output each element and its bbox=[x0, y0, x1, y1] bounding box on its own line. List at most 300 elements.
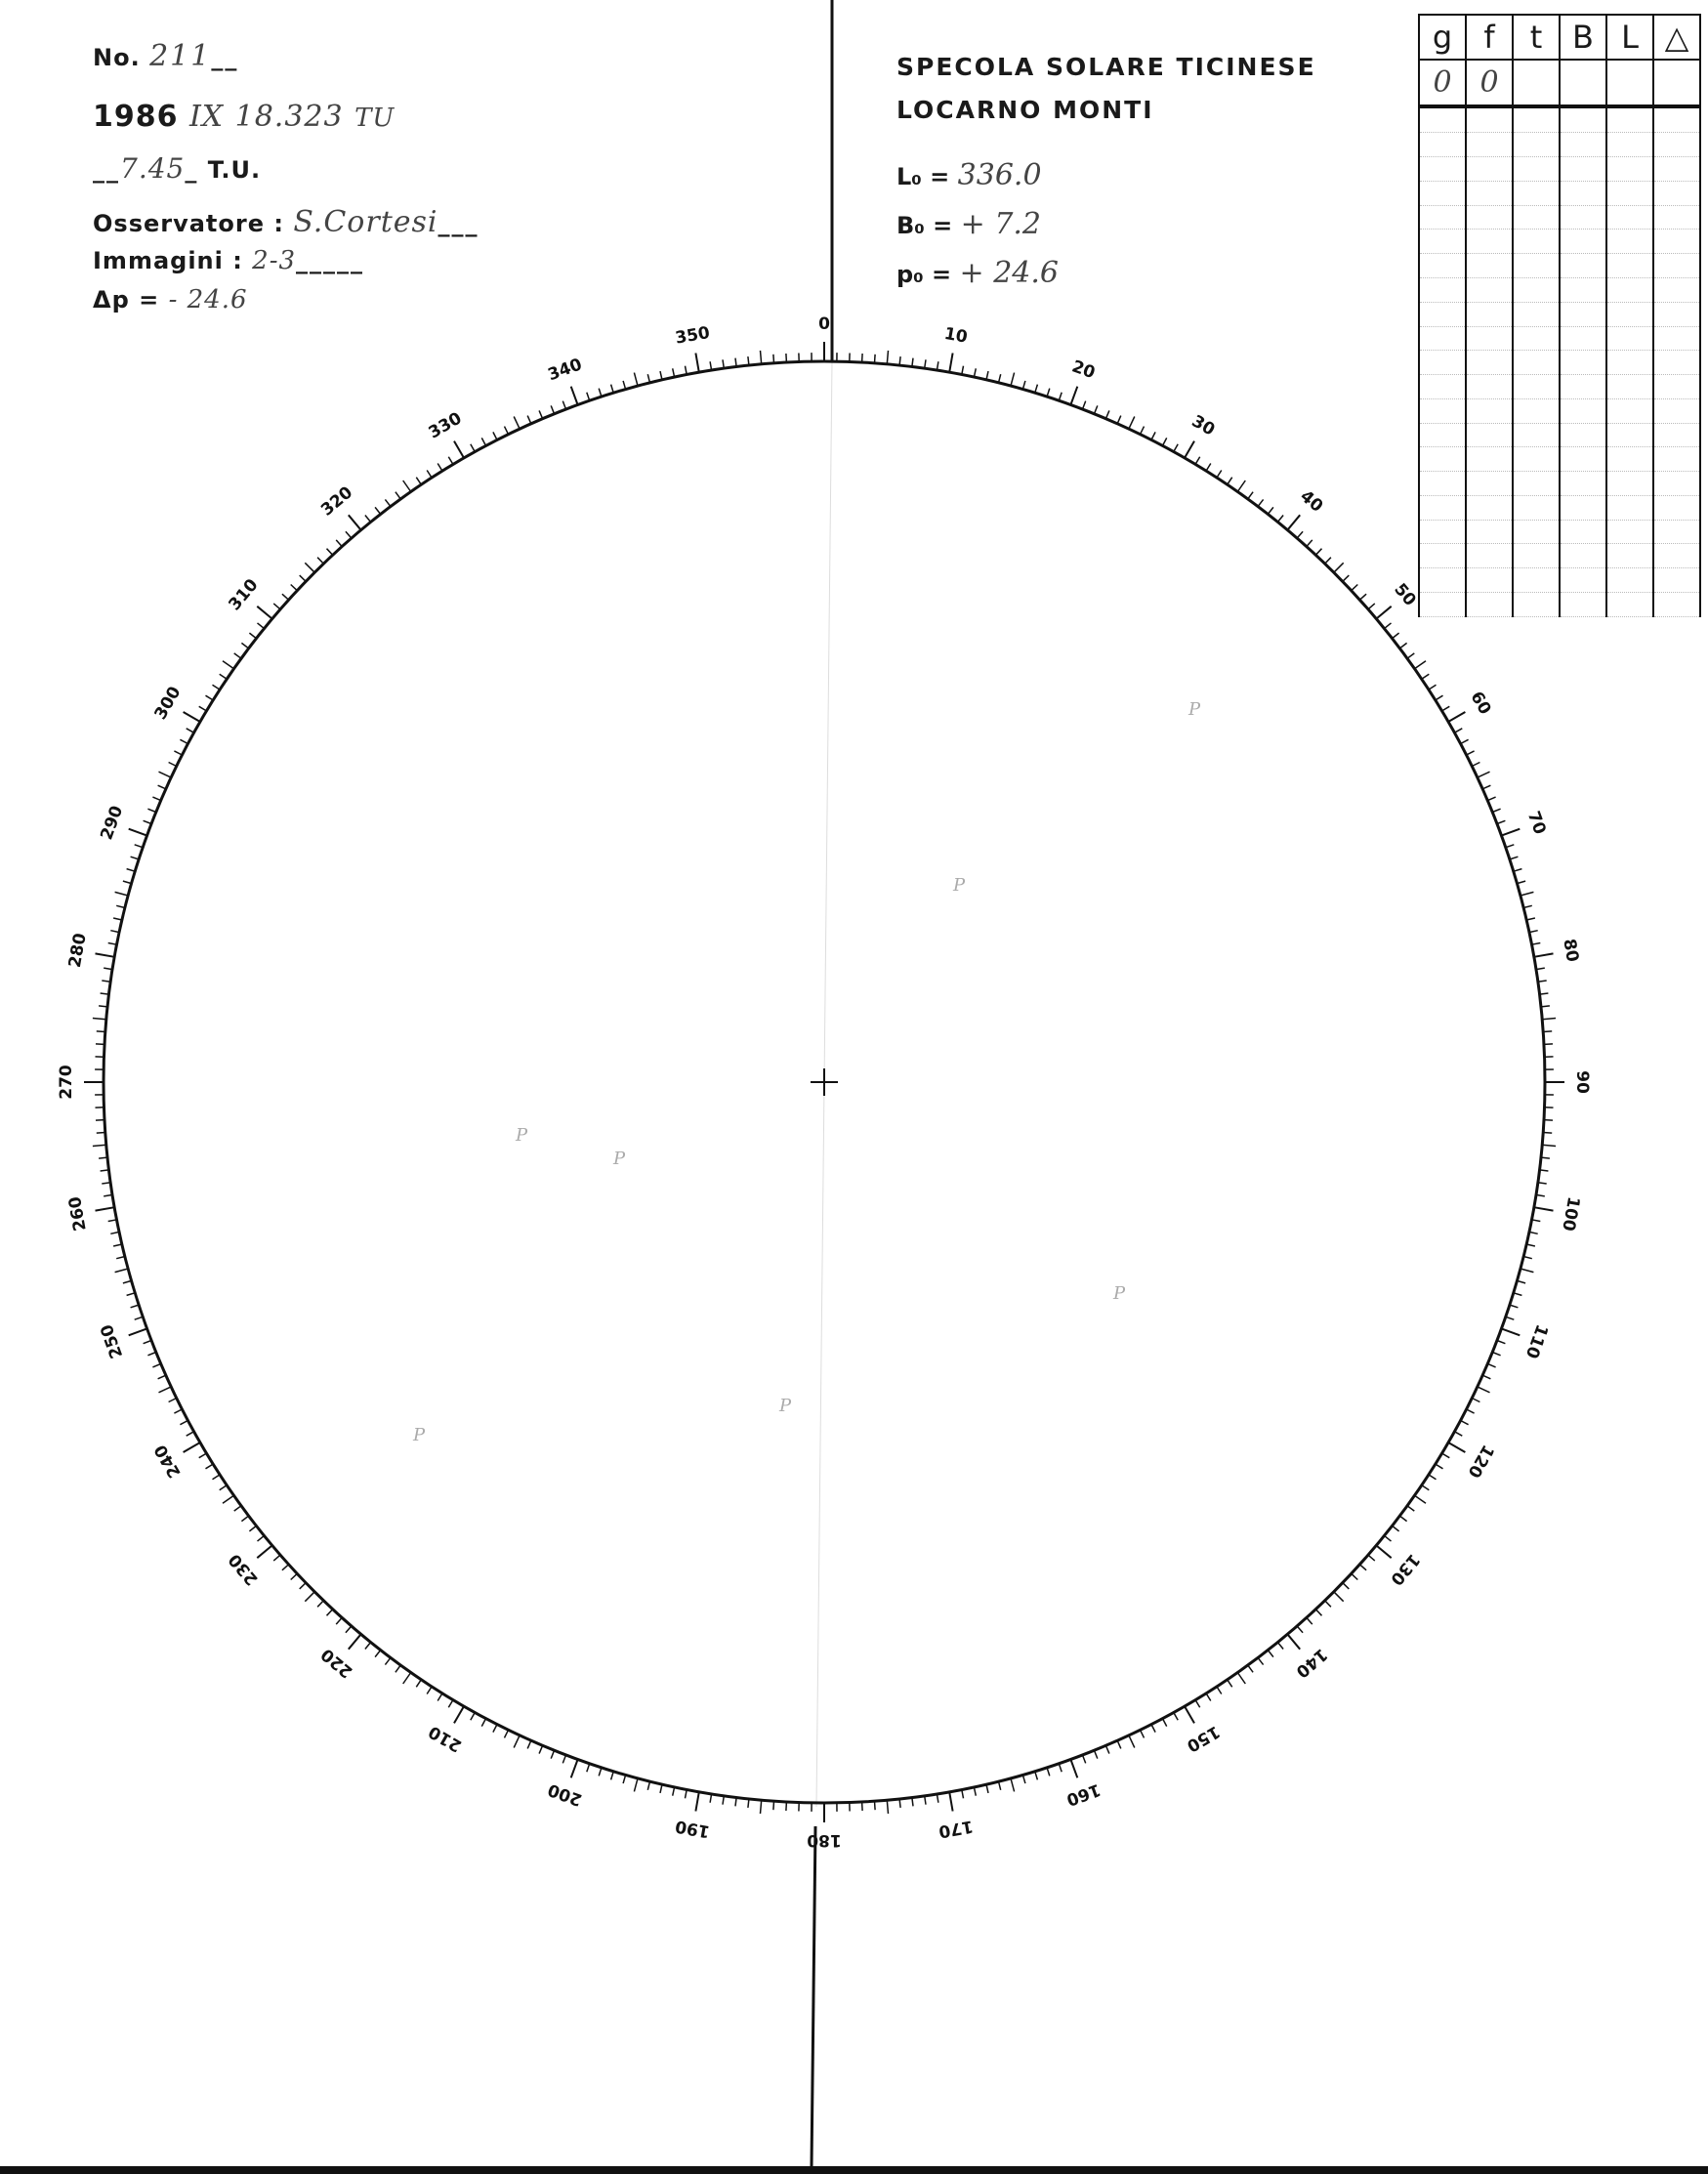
scale-tick bbox=[135, 1317, 144, 1319]
scale-tick bbox=[1497, 820, 1505, 823]
scale-label: 310 bbox=[225, 575, 263, 615]
scale-tick bbox=[1544, 1044, 1553, 1045]
scale-tick bbox=[1352, 1573, 1358, 1579]
scale-tick bbox=[437, 464, 442, 472]
scale-tick bbox=[761, 1800, 762, 1814]
scale-tick bbox=[695, 1792, 698, 1812]
scale-tick bbox=[1163, 1719, 1167, 1727]
scale-tick bbox=[1022, 381, 1025, 390]
scale-tick bbox=[962, 1789, 964, 1798]
scale-tick bbox=[493, 432, 497, 439]
scale-tick bbox=[1542, 1145, 1556, 1146]
scale-tick bbox=[93, 1145, 106, 1146]
scale-tick bbox=[187, 729, 194, 732]
scale-tick bbox=[647, 1781, 649, 1790]
scale-tick bbox=[1442, 706, 1450, 711]
scale-tick bbox=[599, 389, 602, 397]
scale-label: 130 bbox=[1386, 1549, 1424, 1589]
scale-tick bbox=[184, 712, 200, 722]
images-label: Immagini : bbox=[93, 247, 243, 274]
scale-tick bbox=[1195, 1700, 1200, 1708]
scale-tick bbox=[1070, 387, 1077, 405]
scale-label: 180 bbox=[807, 1830, 842, 1850]
scale-tick bbox=[493, 1725, 497, 1733]
scale-tick bbox=[1151, 432, 1155, 439]
scale-tick bbox=[327, 1610, 333, 1616]
scale-label: 100 bbox=[1558, 1194, 1584, 1233]
scale-tick bbox=[1287, 1634, 1300, 1649]
images: Immagini : 2-3_____ bbox=[93, 246, 365, 275]
scale-tick bbox=[1248, 1665, 1253, 1672]
scale-tick bbox=[1510, 857, 1519, 859]
scale-tick bbox=[1105, 410, 1109, 418]
scale-tick bbox=[305, 1592, 314, 1602]
scale-tick bbox=[234, 1506, 241, 1511]
scale-tick bbox=[365, 1643, 371, 1650]
scale-tick bbox=[1455, 729, 1463, 732]
scale-tick bbox=[135, 845, 144, 848]
scale-tick bbox=[974, 1787, 976, 1796]
scale-label: 0 bbox=[818, 314, 830, 334]
scale-tick bbox=[96, 1044, 104, 1045]
scale-tick bbox=[1506, 1317, 1515, 1319]
scale-label: 120 bbox=[1463, 1441, 1498, 1482]
scale-tick bbox=[1529, 1232, 1538, 1233]
scale-tick bbox=[1502, 1328, 1521, 1335]
scale-tick bbox=[887, 351, 888, 364]
scale-tick bbox=[999, 1781, 1001, 1790]
scale-tick bbox=[1492, 809, 1500, 812]
scale-tick bbox=[1542, 1019, 1556, 1020]
scale-tick bbox=[1393, 1526, 1399, 1531]
scale-tick bbox=[599, 1768, 602, 1777]
scale-tick bbox=[116, 905, 125, 907]
scale-label: 270 bbox=[57, 1065, 76, 1100]
scale-tick bbox=[1117, 1740, 1121, 1748]
record-number: No. 211__ bbox=[93, 39, 239, 73]
scale-tick bbox=[1325, 1601, 1331, 1607]
scale-tick bbox=[1287, 515, 1300, 529]
scale-tick bbox=[587, 393, 590, 401]
scale-tick bbox=[1297, 531, 1303, 538]
scale-tick bbox=[1510, 1305, 1519, 1308]
scale-tick bbox=[1368, 604, 1375, 609]
scale-tick bbox=[1174, 1713, 1178, 1721]
scale-label: 140 bbox=[1291, 1644, 1331, 1682]
pencil-mark: P bbox=[1188, 699, 1201, 720]
scale-tick bbox=[317, 558, 323, 564]
scale-tick bbox=[375, 507, 381, 514]
cell-f: 0 bbox=[1466, 60, 1513, 106]
date-day: 18.323 bbox=[234, 100, 344, 134]
scale-label: 50 bbox=[1390, 579, 1420, 610]
scale-tick bbox=[213, 685, 221, 690]
scale-tick bbox=[1334, 563, 1344, 572]
scale-tick bbox=[180, 1421, 187, 1425]
scale-tick bbox=[454, 1706, 464, 1723]
scale-tick bbox=[258, 623, 265, 629]
scale-tick bbox=[1455, 1432, 1463, 1436]
scale-tick bbox=[403, 1673, 411, 1685]
scale-tick bbox=[1472, 1399, 1479, 1402]
scale-label: 70 bbox=[1522, 809, 1550, 838]
scale-label: 330 bbox=[425, 408, 466, 443]
scale-tick bbox=[1541, 1157, 1550, 1158]
scale-tick bbox=[1217, 471, 1222, 479]
scale-tick bbox=[786, 354, 787, 362]
scale-tick bbox=[1129, 1735, 1135, 1748]
scale-tick bbox=[1343, 575, 1349, 581]
scale-tick bbox=[223, 661, 234, 669]
scale-tick bbox=[686, 1789, 687, 1798]
scale-tick bbox=[1472, 763, 1479, 767]
scale-tick bbox=[131, 1305, 140, 1308]
scale-tick bbox=[282, 594, 289, 600]
scale-tick bbox=[199, 706, 207, 711]
scale-tick bbox=[241, 643, 248, 648]
scale-tick bbox=[273, 1555, 280, 1561]
scale-tick bbox=[634, 1778, 638, 1792]
scale-tick bbox=[1195, 457, 1200, 465]
scale-tick bbox=[99, 1157, 107, 1158]
scale-tick bbox=[1059, 1764, 1062, 1773]
scale-tick bbox=[349, 515, 361, 529]
scale-label: 190 bbox=[673, 1816, 712, 1842]
param-B0-label: B₀ = bbox=[896, 212, 953, 239]
scale-tick bbox=[385, 1657, 391, 1664]
observer: Osservatore : S.Cortesi___ bbox=[93, 205, 479, 239]
scale-tick bbox=[1534, 953, 1554, 956]
scale-label: 80 bbox=[1559, 937, 1583, 964]
scale-tick bbox=[1228, 478, 1232, 485]
scale-tick bbox=[1543, 1031, 1552, 1032]
pencil-mark: P bbox=[953, 875, 966, 896]
scale-tick bbox=[761, 351, 762, 364]
scale-tick bbox=[96, 1207, 115, 1210]
center-cross bbox=[811, 1068, 838, 1096]
scale-tick bbox=[1185, 1706, 1194, 1723]
pencil-mark: P bbox=[779, 1396, 792, 1416]
scale-tick bbox=[1105, 1745, 1109, 1753]
scale-tick bbox=[1541, 1006, 1550, 1007]
col-g: g bbox=[1419, 15, 1466, 60]
scale-tick bbox=[249, 1526, 256, 1531]
scale-tick bbox=[1376, 606, 1391, 619]
scale-tick bbox=[1258, 1657, 1264, 1664]
images-value: 2-3 bbox=[252, 246, 297, 275]
scale-tick bbox=[1083, 401, 1086, 409]
scale-tick bbox=[206, 695, 214, 700]
scale-tick bbox=[1315, 549, 1321, 556]
scale-tick bbox=[385, 499, 391, 506]
scale-tick bbox=[108, 1220, 117, 1222]
scale-tick bbox=[1487, 797, 1495, 801]
scale-tick bbox=[327, 549, 333, 556]
scale-label: 10 bbox=[942, 323, 970, 348]
observer-value: S.Cortesi bbox=[293, 205, 438, 239]
scale-tick bbox=[1529, 931, 1538, 933]
scale-tick bbox=[1385, 623, 1392, 629]
scale-tick bbox=[1497, 1341, 1505, 1344]
scale-tick bbox=[116, 1257, 125, 1259]
scale-tick bbox=[1206, 464, 1211, 472]
scale-label: 200 bbox=[545, 1778, 585, 1810]
scale-tick bbox=[673, 368, 675, 377]
scale-tick bbox=[1415, 1495, 1427, 1503]
scale-tick bbox=[159, 772, 172, 777]
scale-tick bbox=[454, 441, 464, 458]
scale-label: 40 bbox=[1296, 486, 1327, 517]
scale-tick bbox=[1407, 1506, 1414, 1511]
date-month: IX bbox=[188, 100, 225, 134]
scale-tick bbox=[1047, 1768, 1050, 1777]
scale-tick bbox=[282, 1565, 289, 1570]
scale-tick bbox=[660, 1784, 662, 1793]
scale-tick bbox=[169, 1399, 177, 1402]
scale-tick bbox=[1385, 1535, 1392, 1541]
scale-tick bbox=[1095, 1750, 1098, 1758]
scale-tick bbox=[206, 1464, 214, 1469]
scale-tick bbox=[152, 1363, 160, 1367]
scale-tick bbox=[396, 1665, 400, 1672]
scale-tick bbox=[241, 1516, 248, 1522]
scale-tick bbox=[514, 1735, 520, 1748]
scale-tick bbox=[1163, 438, 1167, 445]
scale-tick bbox=[300, 1583, 306, 1589]
scale-tick bbox=[1334, 1592, 1344, 1602]
scale-label: 290 bbox=[97, 803, 128, 843]
scale-tick bbox=[257, 606, 271, 619]
scale-tick bbox=[1035, 1772, 1038, 1780]
scale-label: 60 bbox=[1466, 688, 1495, 719]
scale-tick bbox=[1448, 712, 1465, 722]
scale-tick bbox=[773, 1801, 774, 1810]
scale-tick bbox=[1482, 1375, 1490, 1379]
scale-tick bbox=[180, 739, 187, 743]
scale-tick bbox=[1514, 869, 1522, 872]
scale-tick bbox=[291, 585, 298, 591]
scale-tick bbox=[1487, 1363, 1495, 1367]
scale-tick bbox=[1399, 1516, 1406, 1522]
scale-tick bbox=[96, 953, 115, 956]
scale-tick bbox=[505, 427, 509, 435]
param-L0-value: 336.0 bbox=[957, 158, 1042, 192]
scale-tick bbox=[129, 1328, 147, 1335]
scale-tick bbox=[1315, 1610, 1321, 1616]
scale-tick bbox=[131, 857, 140, 859]
scale-tick bbox=[96, 1120, 104, 1121]
scale-tick bbox=[375, 1651, 381, 1657]
scale-tick bbox=[1482, 785, 1490, 789]
scale-tick bbox=[346, 531, 352, 538]
param-p0-value: + 24.6 bbox=[959, 256, 1059, 290]
scale-tick bbox=[257, 1545, 271, 1558]
scale-label: 250 bbox=[97, 1321, 128, 1361]
scale-label: 160 bbox=[1063, 1778, 1104, 1810]
scale-tick bbox=[539, 410, 543, 418]
param-L0-label: L₀ = bbox=[896, 163, 950, 190]
scale-tick bbox=[1217, 1687, 1222, 1694]
scale-tick bbox=[174, 751, 182, 755]
scale-label: 260 bbox=[64, 1194, 91, 1233]
scale-tick bbox=[1544, 1120, 1553, 1121]
scale-tick bbox=[1174, 444, 1178, 452]
scale-tick bbox=[1258, 499, 1264, 506]
scale-tick bbox=[129, 829, 147, 836]
param-p0-label: p₀ = bbox=[896, 261, 952, 288]
scale-tick bbox=[887, 1800, 888, 1814]
scale-tick bbox=[571, 387, 578, 405]
scale-tick bbox=[115, 892, 129, 896]
scale-tick bbox=[1141, 427, 1145, 435]
scale-tick bbox=[300, 575, 306, 581]
scale-label: 150 bbox=[1183, 1721, 1224, 1756]
scale-tick bbox=[291, 1573, 298, 1579]
scale-tick bbox=[416, 478, 421, 485]
pencil-mark: P bbox=[413, 1425, 426, 1445]
scale-tick bbox=[317, 1601, 323, 1607]
scale-tick bbox=[527, 1740, 531, 1748]
scale-tick bbox=[1422, 674, 1430, 679]
scale-tick bbox=[1035, 385, 1038, 394]
scale-tick bbox=[1393, 633, 1399, 639]
scale-tick bbox=[875, 1801, 876, 1810]
scale-tick bbox=[199, 1453, 207, 1458]
scale-tick bbox=[1415, 661, 1427, 669]
scale-tick bbox=[1478, 772, 1490, 777]
scale-tick bbox=[481, 1719, 485, 1727]
scale-tick bbox=[174, 1409, 182, 1413]
scale-tick bbox=[346, 1626, 352, 1633]
param-B0-value: + 7.2 bbox=[960, 207, 1042, 241]
bottom-axis-line bbox=[812, 1826, 815, 2166]
scale-tick bbox=[899, 1799, 900, 1808]
scale-tick bbox=[147, 1353, 155, 1356]
scale-tick bbox=[514, 417, 520, 430]
scale-tick bbox=[1442, 1453, 1450, 1458]
scale-tick bbox=[1129, 417, 1135, 430]
scale-tick bbox=[159, 1387, 172, 1393]
scale-tick bbox=[152, 797, 160, 801]
observatory-line-2: LOCARNO MONTI bbox=[896, 96, 1154, 124]
scale-tick bbox=[249, 633, 256, 639]
observation-time: __7.45_ T.U. bbox=[93, 152, 262, 185]
scale-tick bbox=[1502, 829, 1521, 836]
scale-tick bbox=[437, 1693, 442, 1701]
scale-tick bbox=[1228, 1680, 1232, 1688]
scale-tick bbox=[1359, 1565, 1366, 1570]
scale-label: 340 bbox=[545, 355, 585, 386]
scale-tick bbox=[611, 385, 614, 394]
scale-tick bbox=[113, 918, 122, 920]
scale-tick bbox=[158, 1375, 166, 1379]
scale-tick bbox=[93, 1019, 106, 1020]
scale-tick bbox=[234, 653, 241, 658]
scale-tick bbox=[448, 457, 453, 465]
scale-tick bbox=[1517, 881, 1525, 884]
scale-tick bbox=[647, 374, 649, 383]
scale-tick bbox=[97, 1031, 105, 1032]
scale-label: 110 bbox=[1521, 1321, 1552, 1361]
scale-tick bbox=[1083, 1755, 1086, 1763]
scale-tick bbox=[1011, 1778, 1015, 1792]
scale-tick bbox=[986, 1784, 988, 1793]
scale-tick bbox=[695, 354, 698, 373]
scale-tick bbox=[962, 366, 964, 375]
scale-tick bbox=[1399, 643, 1406, 648]
scale-tick bbox=[999, 374, 1001, 383]
scale-tick bbox=[1237, 1673, 1245, 1685]
scale-tick bbox=[1521, 892, 1534, 896]
scale-tick bbox=[539, 1745, 543, 1753]
scale-tick bbox=[336, 1617, 342, 1624]
scale-tick bbox=[1514, 1293, 1522, 1296]
scale-tick bbox=[1436, 695, 1443, 700]
scale-tick bbox=[571, 1760, 578, 1778]
scale-tick bbox=[1407, 653, 1414, 658]
scale-tick bbox=[147, 809, 155, 812]
scale-tick bbox=[110, 931, 119, 933]
scale-tick bbox=[899, 356, 900, 365]
col-L: L bbox=[1606, 15, 1653, 60]
scale-tick bbox=[1352, 585, 1358, 591]
scale-tick bbox=[416, 1680, 421, 1688]
scale-tick bbox=[1248, 492, 1253, 499]
scale-tick bbox=[786, 1802, 787, 1811]
scale-tick bbox=[427, 471, 432, 479]
scale-tick bbox=[144, 1341, 151, 1344]
scale-tick bbox=[187, 1432, 194, 1436]
scale-tick bbox=[862, 1802, 863, 1811]
cell-g: 0 bbox=[1419, 60, 1466, 106]
scale-tick bbox=[1237, 481, 1245, 492]
scale-tick bbox=[562, 1755, 565, 1763]
scale-tick bbox=[1325, 558, 1331, 564]
scale-tick bbox=[123, 1280, 132, 1283]
scale-tick bbox=[1429, 1475, 1437, 1480]
pencil-mark: P bbox=[1113, 1283, 1126, 1304]
record-number-label: No. bbox=[93, 44, 141, 71]
scale-label: 300 bbox=[150, 683, 186, 724]
scale-tick bbox=[1368, 1555, 1375, 1561]
scale-tick bbox=[1206, 1693, 1211, 1701]
scale-tick bbox=[1523, 1257, 1532, 1259]
scale-tick bbox=[1467, 751, 1475, 755]
scale-tick bbox=[1059, 393, 1062, 401]
scale-tick bbox=[1307, 1617, 1312, 1624]
pencil-mark: P bbox=[516, 1125, 528, 1146]
scale-tick bbox=[634, 373, 638, 387]
scale-tick bbox=[660, 371, 662, 380]
observer-label: Osservatore : bbox=[93, 210, 284, 237]
scale-tick bbox=[481, 438, 485, 445]
scale-tick bbox=[336, 540, 342, 547]
scale-tick bbox=[1022, 1775, 1025, 1783]
observatory-line-1: SPECOLA SOLARE TICINESE bbox=[896, 53, 1316, 81]
scale-tick bbox=[862, 354, 863, 362]
scale-tick bbox=[1297, 1626, 1303, 1633]
delta-p-value: - 24.6 bbox=[168, 285, 248, 314]
scale-tick bbox=[1376, 1545, 1391, 1558]
scale-tick bbox=[427, 1687, 432, 1694]
pencil-mark: P bbox=[613, 1149, 626, 1169]
scale-tick bbox=[1343, 1583, 1349, 1589]
scale-tick bbox=[1307, 540, 1312, 547]
scale-label: 350 bbox=[673, 322, 712, 349]
scale-tick bbox=[1543, 1133, 1552, 1134]
scale-tick bbox=[551, 405, 554, 413]
scale-tick bbox=[1117, 416, 1121, 424]
